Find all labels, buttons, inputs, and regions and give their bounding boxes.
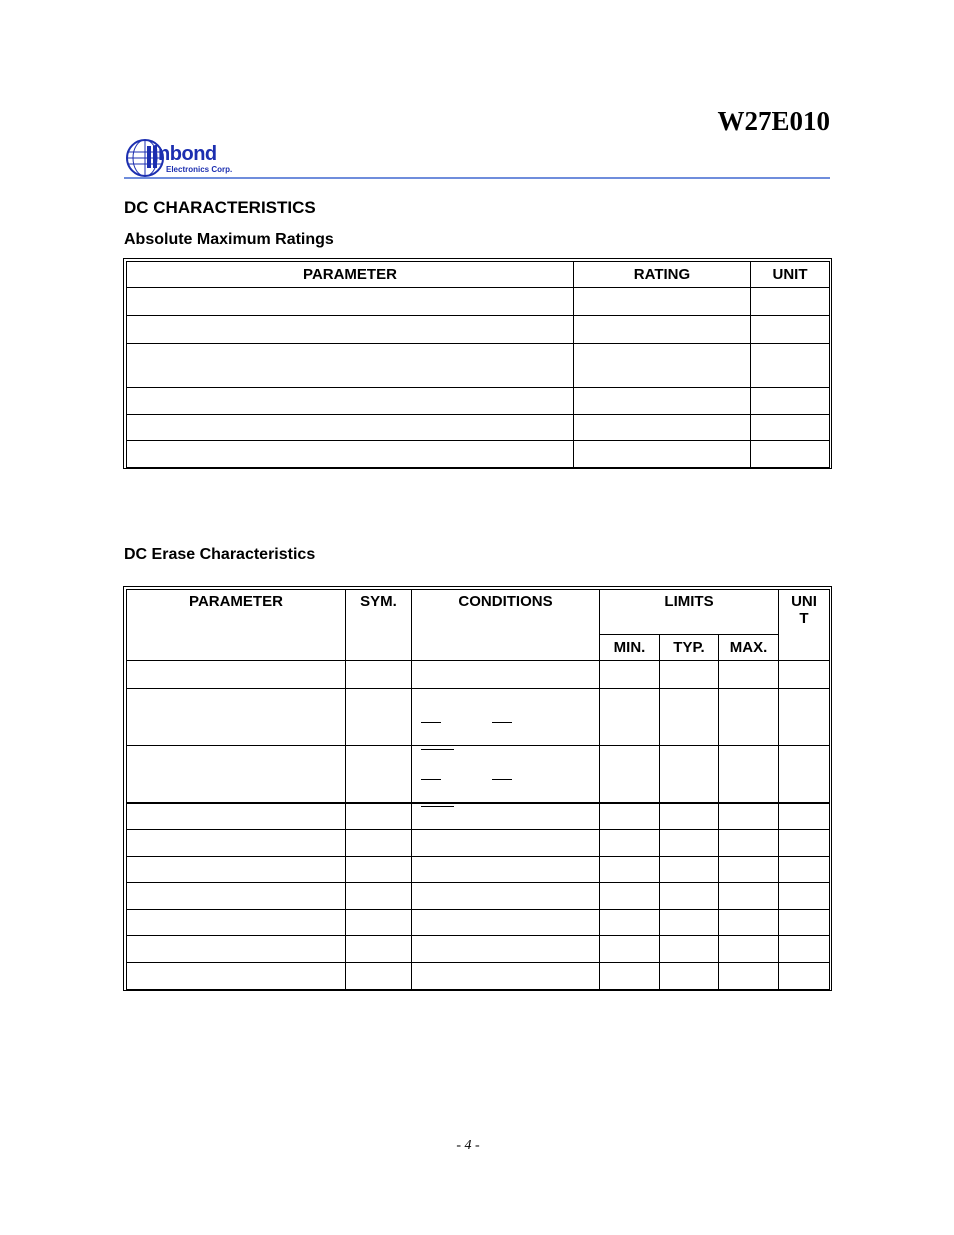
absolute-max-title: Absolute Maximum Ratings	[124, 231, 334, 248]
dc-erase-table	[126, 589, 830, 990]
table-row	[127, 415, 830, 441]
section-title: DC CHARACTERISTICS	[124, 198, 316, 217]
col-header-rating: RATING	[574, 262, 751, 288]
conditions-overline-cell	[412, 746, 600, 803]
header-rule	[124, 177, 830, 179]
dc-erase-title: DC Erase Characteristics	[124, 546, 316, 563]
table-row	[127, 963, 830, 990]
col-header-conditions: CONDITIONS	[412, 590, 600, 661]
absolute-max-table	[126, 261, 830, 468]
table-row	[127, 388, 830, 415]
table-row	[127, 910, 830, 936]
table-row	[127, 803, 830, 830]
table-row	[127, 661, 830, 689]
col-header-unit	[779, 590, 830, 661]
table-row	[127, 857, 830, 883]
logo-wordmark: inbond	[153, 143, 217, 165]
logo-subtitle: Electronics Corp.	[166, 165, 233, 174]
table-row	[127, 746, 830, 803]
col-header-typ: TYP.	[660, 635, 719, 661]
table-row	[127, 441, 830, 468]
col-header-unit: UNIT	[751, 262, 830, 288]
unit-line-1: UNI	[791, 593, 817, 610]
table-row	[127, 883, 830, 910]
col-header-parameter: PARAMETER	[127, 262, 574, 288]
col-header-parameter: PARAMETER	[127, 590, 346, 661]
winbond-logo	[125, 138, 249, 180]
table-row	[127, 288, 830, 316]
col-header-max: MAX.	[719, 635, 779, 661]
table-row	[127, 316, 830, 344]
document-title: W27E010	[717, 106, 830, 136]
conditions-overline-cell	[412, 689, 600, 746]
col-header-sym: SYM.	[346, 590, 412, 661]
col-header-limits: LIMITS	[600, 590, 779, 635]
unit-line-2: T	[799, 610, 809, 627]
col-header-min: MIN.	[600, 635, 660, 661]
table-row	[127, 689, 830, 746]
table-row	[127, 830, 830, 857]
table-row	[127, 344, 830, 388]
page-number: - 4 -	[456, 1138, 480, 1153]
table-row	[127, 936, 830, 963]
